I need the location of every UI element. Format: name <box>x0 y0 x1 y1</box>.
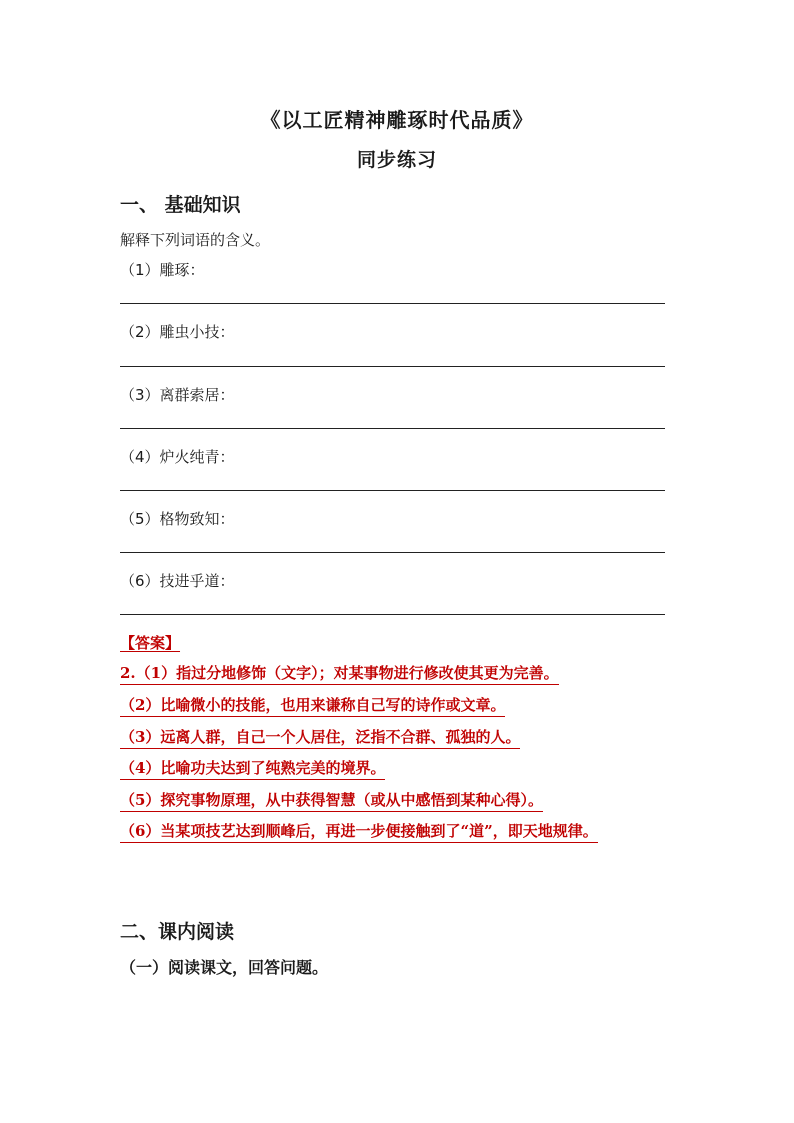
document-title: 《以工匠精神雕琢时代品质》 <box>260 108 534 132</box>
question-item: （3）离群索居： <box>120 386 235 404</box>
question-item: （1）雕琢： <box>120 261 205 279</box>
answer-line <box>120 428 665 429</box>
question-item: （6）技进乎道： <box>120 572 235 590</box>
document-subtitle: 同步练习 <box>356 149 437 171</box>
answer-line-text: （2）比喻微小的技能，也用来谦称自己写的诗作或文章。 <box>120 694 505 717</box>
answer-line-text: （5）探究事物原理，从中获得智慧（或从中感悟到某种心得）。 <box>120 789 543 812</box>
answer-line-text: 2.（1）指过分地修饰（文字）；对某事物进行修改使其更为完善。 <box>120 662 559 685</box>
section-heading-reading: 二、课内阅读 <box>120 921 235 943</box>
answer-line-text: （3）远离人群，自己一个人居住，泛指不合群、孤独的人。 <box>120 726 520 749</box>
question-item: （4）炉火纯青： <box>120 448 235 466</box>
answer-line <box>120 490 665 491</box>
instruction-text: 解释下列词语的含义。 <box>120 231 271 249</box>
answer-line <box>120 303 665 304</box>
subsection-heading: （一）阅读课文，回答问题。 <box>120 958 329 977</box>
question-item: （5）格物致知： <box>120 510 235 528</box>
section-heading-basics: 一、 基础知识 <box>120 194 241 216</box>
answer-line-text: （4）比喻功夫达到了纯熟完美的境界。 <box>120 757 385 780</box>
answer-line <box>120 552 665 553</box>
answer-line <box>120 366 665 367</box>
answer-line <box>120 614 665 615</box>
question-item: （2）雕虫小技： <box>120 323 235 341</box>
answer-label: 【答案】 <box>120 634 181 652</box>
answer-line-text: （6）当某项技艺达到顺峰后，再进一步便接触到了“道”，即天地规律。 <box>120 820 598 843</box>
